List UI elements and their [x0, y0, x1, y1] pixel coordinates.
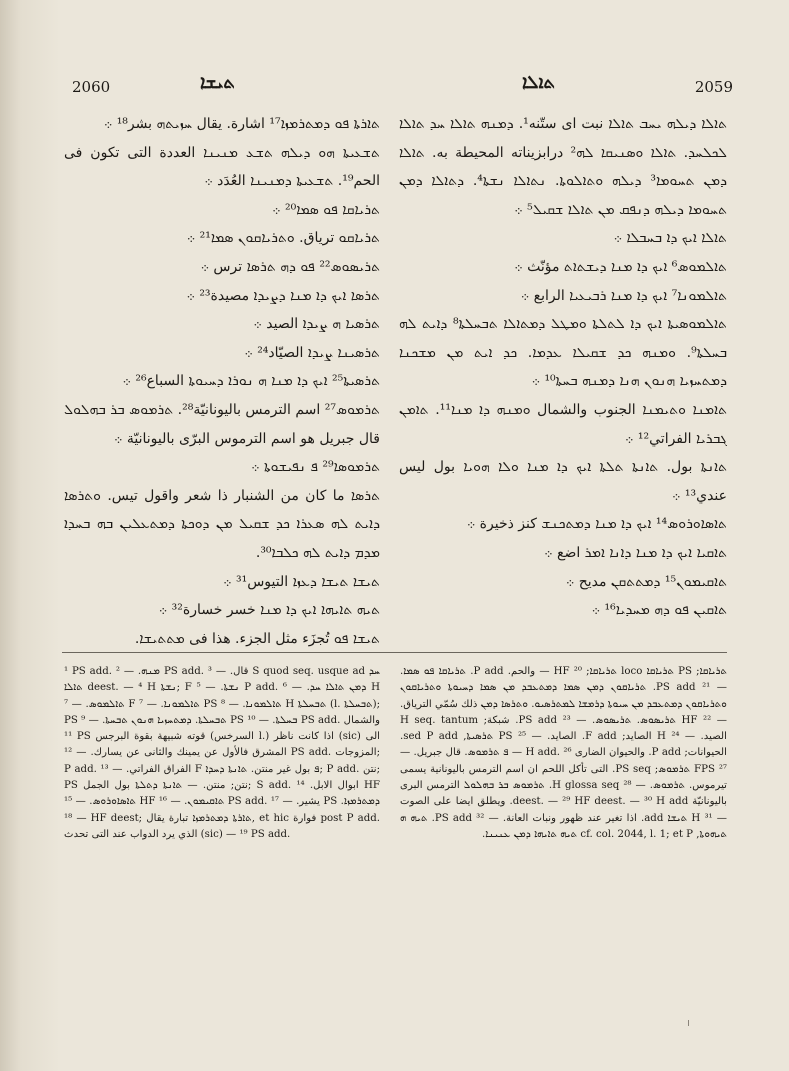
entry: ܬܐܡܢܐ ܘܬܝܡܢܐ الجنوب والشمال ܘܡܢܗ ܕܐ ܡܢܐ¹¹. ܬܐܡܢ ܓܒܪܝܐ الفراتي¹² ܀: [399, 401, 727, 447]
entry: ܬܝܫܐ ܬܝܫܐ ܕܥܙܐ التيوس³¹ ܀: [223, 573, 380, 590]
page-header: [72, 72, 733, 102]
page-number-left: 2060: [72, 78, 111, 96]
entry: ܬܐܠܐ ܕܝܠܗ ܝܚܒ ܬܐܠܐ نبت اى ستّنه¹. ܕܡܢܗ ܬܐܠܐ ܚܕ ܬܐܠܐ ܠܟܠܚܕ. ܬܐܠܐ ܘܣܢܝܩܐ ܠܗ² درابزيناته المحيطة به. ܬܐܠܐ ܕܡܢ ܬܚܘܡܐ³ ܕܝܠܗ ܘܬܐܠܘܬܐ. ܢܬܐܠܐ ܢܫܬܐ⁴. ܕܬܐܠܐ ܕܡܢ ܬܚܘܡܐ ܕܝܠܗ ܕܢܦܩ ܡܢ ܬܐܠܐ ܫܩܝܠ⁵ ܀: [399, 116, 727, 218]
entry: ܬܐܪܬܐ ܦܘ ܕܡܬܪܡܙܐ¹⁷ اشارة. يقال ܚܙܝܬܗ بشر¹⁸ ܀: [103, 116, 380, 132]
footnotes-left: [64, 664, 380, 1019]
entry: ܬܪܣܝܬܐ²⁵ ܐܝܟ ܕܐ ܡܢܐ ܗ ܢܘܪܐ ܕܚܝܘܬܐ السباع²⁶ ܀: [122, 373, 380, 390]
entry: ܬܐܠܐ ܐܝܟ ܕܐ ܒܚܒܠܐ ܀: [613, 230, 727, 247]
entry: ܬܐܩܝܢ ܦܘ ܕܗ ܡܚܕܝܐ¹⁶ ܀: [591, 602, 727, 619]
entry: ܬܪܣܐ ܐܝܟ ܕܐ ܡܢܐ ܕܨܝܕܐ مصيدة²³ ܀: [186, 287, 380, 304]
entry: ܬܐܠܡܘܣܝܬܐ ܐܝܟ ܕܐ ܠܬܠܬܐ ܘܡܛܠ ܕܡܬܐܠܐ ܬܒܚܠܬܐ⁸ ܕܐܝܬ ܠܗ ܒܚܠܬܐ⁹. ܘܡܢܗ ܟܕ ܫܩܝܠܐ ܥܕܡܐ. ܟܕ ܐܝܬ ܡܢ ܡܫܟܢܐ ܕܡܬܚܙܝܐ ܗܢܘܢ ܗܢܐ ܕܡܢܗ ܒܚܬܐ¹⁰ ܀: [399, 316, 727, 390]
entry: ܬܪܣܝܢܐ ܨܝܕܐ الصيّاد²⁴ ܀: [244, 344, 380, 361]
entry: ܬܪܝܐܩܐ ܦܘ ܣܡܐ²⁰ ܀: [272, 201, 380, 218]
running-head-right: ܬܐܠܐ: [522, 72, 556, 93]
entry: ܬܐܠܡܘܣ⁶ ܐܝܟ ܕܐ ܡܢܐ ܕܝܫܬܐܬ مؤنّث ܀: [514, 258, 727, 275]
page-mark: [688, 1020, 692, 1026]
footnote-divider: [62, 652, 727, 653]
entry: ܬܪܝܣܘܣ²² ܦܘ ܕܗ ܬܪܣܐ ترس ܀: [200, 258, 380, 275]
right-column: [399, 110, 727, 650]
entry: ܬܪܣܐ ما كان من الشنبار ذا شعر واقول تيس. ܘܬܪܣܐ ܕܐܝܬ ܠܗ ܣܥܪܐ ܟܕ ܫܩܝܠ ܡܢ ܕܘܟܬܐ ܕܡܬܥܠܝܢ ܒܗ ܒܚܕܐ ܡܕܡ ܕܐܝܬ ܠܗ ܟܠܒܐ³⁰.: [64, 487, 380, 561]
footnotes-right: [400, 664, 727, 1019]
entry: ܬܐܩܝܐ ܐܝܟ ܕܐ ܡܢܐ ܕܐܢܐ ܐܡܪ اضع ܀: [544, 544, 727, 561]
entry: ܬܐܢܬܐ بول. ܬܐܢܬܐ ܬܠܬܐ ܐܝܟ ܕܐ ܡܢܐ ܘܠܐ ܗܘܝܐ بول ليس عندي¹³ ܀: [399, 459, 727, 504]
footnote-block: ¹ PS add. ܡܢܗ. — ² PS add. قال. — ³ S quod seq. usque ad ܚܕ ܬܐܠܐ deest. — ⁴ H ܢܫܬܐ; F ܢܫܬܐ. — ⁵ P add. ܕܡܢ ܬܐܠܐ ܚܕ. — ⁶ H ܬܐܠܡܘܣ. — ⁷ F ܬܐܠܡܘܢܐ. — ⁷ PS ܬܐܠܡܘܢܐ. — ⁸ H ܬܒܚܠܬܐ (l. ܬܒܚܠܬܐ); PS ܬܒܚܠܬܐ. ܕܡܬܚܙܝܐ ܗܢܘܢ ܬܒܚܬܐ. — ⁹ PS ܒܚܠܬܐ. — ¹⁰ PS add. والشمال ¹¹ PS قوته شبيهة بقوة البرجس (السرخس l.) اذا كانت ناظر (sic) الى المشرق فالأول عن يمينك والثانى عن يسارك. — ¹² PS add. المزوجات; P add. الفراق الفراتي. — ¹³ F ܦ بول غير منتن. ܬܐܢܬܐ ܕܚܕܐ; P add. نتن; PS نتن; منتن. — ܬܐܢܬܐ ܕܬܠܬܐ بول الجمل; S add. ابوال الابل. ¹⁴ HF ܬܐܣܐܘܪܘܣ. — ¹⁵ HF ܬܐܩܝܡܘܢ. — ¹⁶ PS add. يشير. — ¹⁷ PS ܕܡܬܪܡܙܐ. — ¹⁸ HF deest; ܬܐܪܬܐ ܕܡܬܪܡܙܐ تبارة يقال, et hic فوارة post P add. الذي يرد الدواب عند التى تحدث (sic) — ¹⁹ PS add.: [64, 666, 380, 840]
page-number-right: 2059: [694, 78, 733, 96]
entry: ܬܝܗ ܬܐܝܗܐ ܐܝܟ ܕܐ ܡܢܐ خسر خسارة³² ܀: [158, 602, 380, 619]
entry: ܬܪܡܘܣܐ²⁹ ܦ ܢܦܝܫܘܬܐ ܀: [251, 459, 380, 476]
entry: ܬܪܝܐܩܘ ترياق. ܘܬܪܝܐܩܘܢ ܣܡܐ²¹ ܀: [186, 230, 380, 247]
entry: ܬܪܡܘܣ²⁷ اسم الترمس باليونانيّة²⁸. ܬܪܡܘܣ ܒܪ ܒܗܠܘܠ قال جبريل هو اسم الترموس البرّى باليونانيّة ܀: [64, 401, 380, 447]
entry: ܬܪܣܝܐ ܗ ܨܝܕܐ الصيد ܀: [253, 316, 380, 333]
running-head-left: ܬܝܫܐ: [200, 72, 235, 93]
left-column: [64, 110, 380, 650]
footnote-block: ܬܪܝܐܩܐ; PS ܬܪܝܐܩܐ loco ܬܪܝܐܩܐ; HF ²⁰ — والحم. P add. ܬܪܝܐܩܐ ܦܘ ܣܡܐ. — ²¹ PS add. ܬܪܝܐܩܘܢ ܕܡܢ ܣܡܐ ܕܡܬܥܒܕ ܡܢ ܣܡܐ ܕܚܝܘܬܐ ܘܬܪܝܐܩܘܢ ܘܬܪܝܐܩܘܢ ܕܡܬܥܒܕ ܡܢ ܚܝܘܬܐ ܕܪܡܫܐ ܠܡܬܪܣܝܘ. ܘܬܪܣܐ ܕܡܢ ذلك سُمّي الترياق. — ²² HF ܬܪܝܣܘܣ. ܬܪܝܣܘܣ. — ²³ PS add. شبكة; H seq. tantum الصيد. — ²⁴ H الصايد; F add. الصايد. — ²⁵ PS ܬܪܣܝܬܐ, sed P add. الحيوانات; P add. والحيوان الضارى H add. ²⁶ — ܦ ܬܪܡܘܣ. قال جبريل. — ²⁷ FPS ܬܪܡܘܣ; PS seq. التى تأكل اللحم ان اسم الترمس باليونانية يسمى تيرموس. ܬܪܡܘܣ. — ²⁸ H glossa seq. ܬܪܡܘܣ ܒܪ ܒܗܠܘܠ الترمس البرى باليونانيّة deest. — ²⁹ HF deest. — ³⁰ H add. ويطلق ايضا على الصوت — ³¹ H ܬܝܫܐ add. اذا تغير عند ظهور ونبات العانة. — ³² PS add. ܬܝܗ ܗ ܬܝܗܘܬܐ, cf. col. 2044, l. 1; et P ܬܝܗ ܬܐܝܗܐ ܕܡܢ ܥܢܝܢܐ.: [400, 666, 727, 840]
entry: ܬܐܩܝܡܘܢ¹⁵ ܕܡܬܬܩܢ مديح ܀: [565, 573, 727, 590]
entry: ܬܫܥܝܬܐ ܗܘ ܕܝܠܗ ܬܫܥ ܡܢܝܢܐ العددة التى تكون فى الحم¹⁹. ܬܫܥܝܬܐ ܕܡܢܝܢܐ العُدَد ܀: [64, 144, 380, 190]
entry: ܬܝܫܐ ܦܘ تُجزَء مثل الجزء. هذا فى ܡܬܬܝܫܐ.: [134, 630, 380, 647]
entry: ܬܐܠܡܘܢܐ⁷ ܐܝܟ ܕܐ ܡܢܐ ܪܒܝܥܝܐ الرابع ܀: [520, 287, 727, 304]
entry: ܬܐܣܐܘܪܘܣ¹⁴ ܐܝܟ ܕܐ ܡܢܐ ܕܡܬܟܢܫ كنز ذخيرة ܀: [466, 516, 727, 533]
